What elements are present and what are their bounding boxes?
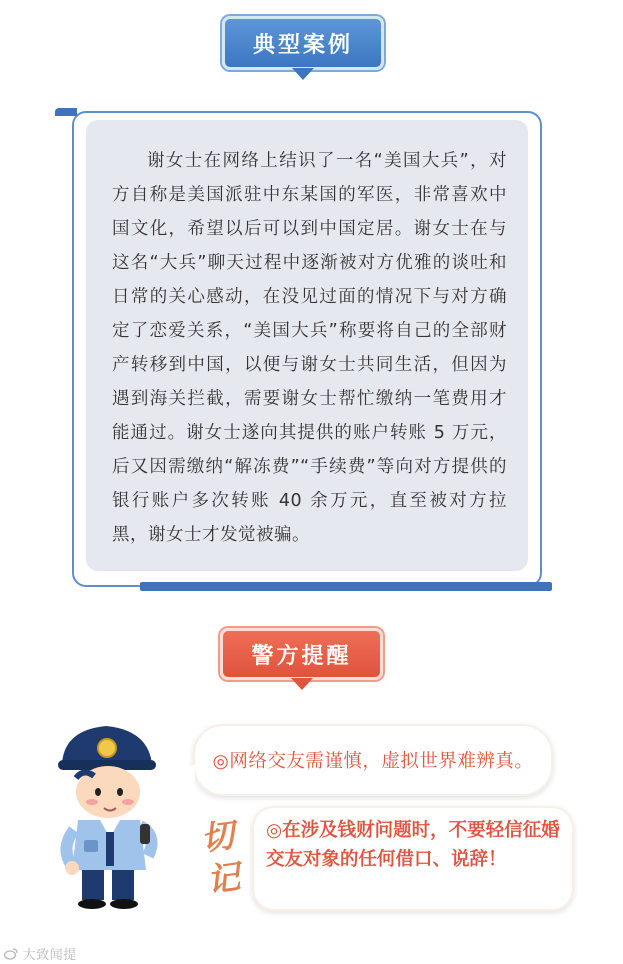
tip-bubble-2 <box>252 806 574 911</box>
reminder-title-banner <box>220 628 383 680</box>
case-frame-top-bar <box>55 108 77 116</box>
case-title-banner <box>222 16 384 70</box>
remember-stamp-line2: 记 <box>204 856 243 900</box>
case-title: 典型案例 <box>252 31 353 58</box>
watermark-text: 大致闻提 <box>22 948 77 963</box>
reminder-title: 警方提醒 <box>251 642 352 669</box>
case-body-text: 谢女士在网络上结识了一名“美国大兵”，对方自称是美国派驻中东某国的军医，非常喜欢中国文化，希望以后可以到中国定居。谢女士在与这名“大兵”聊天过程中逐渐被对方优雅的谈吐和日常的关心感动，在没见过面的情况下与对方确定了恋爱关系，“美国大兵”称要将自己的全部财产转移到中国，以便与谢女士共同生活，但因为遇到海关拦截，需要谢女士帮忙缴纳一笔费用才能通过。谢女士遂向其提供的账户转账 5 万元，后又因需缴纳“解冻费”“手续费”等向对方提供的银行账户多次转账 40 余万元，直至被对方拉黑，谢女士才发觉被骗。 <box>112 151 507 545</box>
watermark <box>4 944 77 963</box>
weibo-icon <box>4 948 18 960</box>
tip-1-text: ◎网络交友需谨慎，虚拟世界难辨真。 <box>212 751 534 772</box>
police-officer-illustration <box>48 720 166 910</box>
remember-stamp <box>198 814 242 902</box>
tip-bubble-1 <box>193 724 553 796</box>
tip-2-text: ◎在涉及钱财问题时，不要轻信征婚交友对象的任何借口、说辞！ <box>266 820 560 870</box>
case-frame-bottom-bar <box>140 582 552 591</box>
remember-stamp-line1: 切 <box>198 815 237 859</box>
